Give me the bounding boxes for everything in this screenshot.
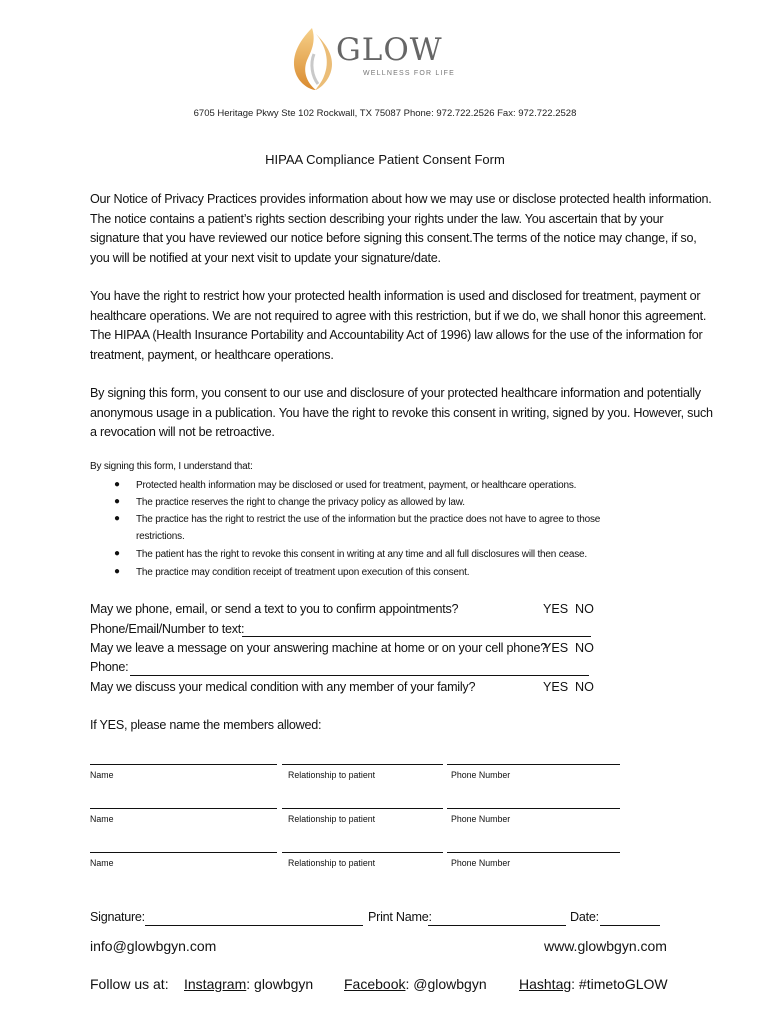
- paragraph-line: anonymous usage in a publication. You have the right to revoke this consent in writing, signed by you. However, such: [90, 405, 713, 420]
- paragraph-line: you will be notified at your next visit to update your signature/date.: [90, 250, 441, 265]
- glow-logo: [286, 24, 456, 94]
- consent-paragraph: [90, 384, 713, 443]
- paragraph-line: You have the right to restrict how your protected health information is used and disclosed for treatment, payment or: [90, 289, 701, 303]
- q1-yes-option[interactable]: YES: [543, 602, 569, 616]
- print-name-field[interactable]: [428, 925, 566, 926]
- bullet-icon: ●: [114, 479, 121, 490]
- member-name-field[interactable]: [90, 852, 277, 853]
- paragraph-line: healthcare operations. We are not required to agree with this restriction, but if we do, we shall honor this agreement.: [90, 308, 707, 323]
- member-relationship-field[interactable]: [282, 852, 443, 853]
- logo-wordmark: GLOW: [336, 32, 443, 68]
- paragraph-line: Our Notice of Privacy Practices provides information about how we may use or disclose protected health information.: [90, 192, 712, 206]
- bullet-item: The patient has the right to revoke this consent in writing at any time and all full disclosures will then cease.: [136, 549, 587, 560]
- q3-yes-option[interactable]: YES: [543, 680, 569, 694]
- follow-label: Follow us at:: [90, 976, 169, 992]
- date-label: Date:: [570, 910, 599, 924]
- member-phone-field[interactable]: [447, 764, 620, 765]
- bullet-icon: ●: [114, 496, 121, 507]
- member-phone-label: Phone Number: [451, 770, 511, 780]
- bullet-item: The practice has the right to restrict the use of the information but the practice does not have to agree to those: [136, 514, 601, 525]
- form-title: HIPAA Compliance Patient Consent Form: [265, 152, 505, 167]
- privacy-notice-paragraph: [90, 190, 712, 268]
- restriction-rights-paragraph: [90, 287, 707, 365]
- date-field[interactable]: [600, 925, 660, 926]
- website-link[interactable]: www.glowbgyn.com: [544, 938, 667, 954]
- understand-intro: By signing this form, I understand that:: [90, 461, 253, 472]
- contact-method-label: Phone/Email/Number to text:: [90, 622, 245, 636]
- member-name-label: Name: [90, 814, 114, 824]
- bullet-item: The practice may condition receipt of treatment upon execution of this consent.: [136, 567, 470, 578]
- hashtag-link[interactable]: [519, 976, 668, 992]
- paragraph-line: signature that you have reviewed our notice before signing this consent.The terms of the notice may change, if so,: [90, 231, 697, 245]
- question-confirm-appointments: May we phone, email, or send a text to you to confirm appointments?: [90, 602, 459, 616]
- member-phone-field[interactable]: [447, 808, 620, 809]
- member-relationship-field[interactable]: [282, 808, 443, 809]
- signature-label: Signature:: [90, 910, 145, 924]
- question-discuss-family: May we discuss your medical condition with any member of your family?: [90, 680, 476, 694]
- question-leave-message: May we leave a message on your answering machine at home or on your cell phone?: [90, 641, 547, 655]
- facebook-link[interactable]: [344, 976, 487, 992]
- hashtag-label[interactable]: Hashtag: [519, 976, 572, 992]
- facebook-handle: : @glowbgyn: [405, 976, 487, 992]
- flame-leaf-icon: [286, 24, 338, 94]
- phone-label: Phone:: [90, 660, 129, 674]
- q2-yes-option[interactable]: YES: [543, 641, 569, 655]
- members-prompt: If YES, please name the members allowed:: [90, 718, 322, 732]
- instagram-link[interactable]: [184, 976, 313, 992]
- phone-field[interactable]: [130, 675, 589, 676]
- bullet-item: The practice reserves the right to change the privacy policy as allowed by law.: [136, 497, 465, 508]
- signature-field[interactable]: [145, 925, 363, 926]
- instagram-label[interactable]: Instagram: [184, 976, 247, 992]
- hashtag-value: : #timetoGLOW: [571, 976, 668, 992]
- facebook-label[interactable]: Facebook: [344, 976, 406, 992]
- member-name-label: Name: [90, 858, 114, 868]
- paragraph-line: The notice contains a patient’s rights section describing your rights under the law. You ascertain that by your: [90, 211, 664, 226]
- bullet-icon: ●: [114, 548, 121, 559]
- member-relationship-field[interactable]: [282, 764, 443, 765]
- bullet-icon: ●: [114, 513, 121, 524]
- q1-no-option[interactable]: NO: [575, 602, 594, 616]
- logo-tagline: WELLNESS FOR LIFE: [363, 70, 455, 77]
- print-name-label: Print Name:: [368, 910, 432, 924]
- instagram-handle: : glowbgyn: [246, 976, 314, 992]
- practice-address: 6705 Heritage Pkwy Ste 102 Rockwall, TX 75087 Phone: 972.722.2526 Fax: 972.722.2528: [193, 108, 577, 119]
- q3-no-option[interactable]: NO: [575, 680, 594, 694]
- member-relationship-label: Relationship to patient: [288, 770, 376, 780]
- contact-method-field[interactable]: [242, 636, 591, 637]
- member-phone-label: Phone Number: [451, 858, 511, 868]
- member-phone-field[interactable]: [447, 852, 620, 853]
- paragraph-line: a revocation will not be retroactive.: [90, 425, 275, 439]
- paragraph-line: The HIPAA (Health Insurance Portability and Accountability Act of 1996) law allows for the use of the information for: [90, 328, 703, 342]
- bullet-icon: ●: [114, 566, 121, 577]
- member-name-label: Name: [90, 770, 114, 780]
- paragraph-line: By signing this form, you consent to our use and disclosure of your protected healthcare information and potentially: [90, 386, 701, 400]
- bullet-item-continued: restrictions.: [136, 531, 185, 542]
- member-name-field[interactable]: [90, 808, 277, 809]
- member-relationship-label: Relationship to patient: [288, 858, 376, 868]
- paragraph-line: treatment, payment, or healthcare operations.: [90, 347, 334, 362]
- contact-email[interactable]: info@glowbgyn.com: [90, 938, 217, 954]
- member-relationship-label: Relationship to patient: [288, 814, 376, 824]
- bullet-item: Protected health information may be disclosed or used for treatment, payment, or healthcare operations.: [136, 480, 577, 491]
- q2-no-option[interactable]: NO: [575, 641, 594, 655]
- member-name-field[interactable]: [90, 764, 277, 765]
- member-phone-label: Phone Number: [451, 814, 511, 824]
